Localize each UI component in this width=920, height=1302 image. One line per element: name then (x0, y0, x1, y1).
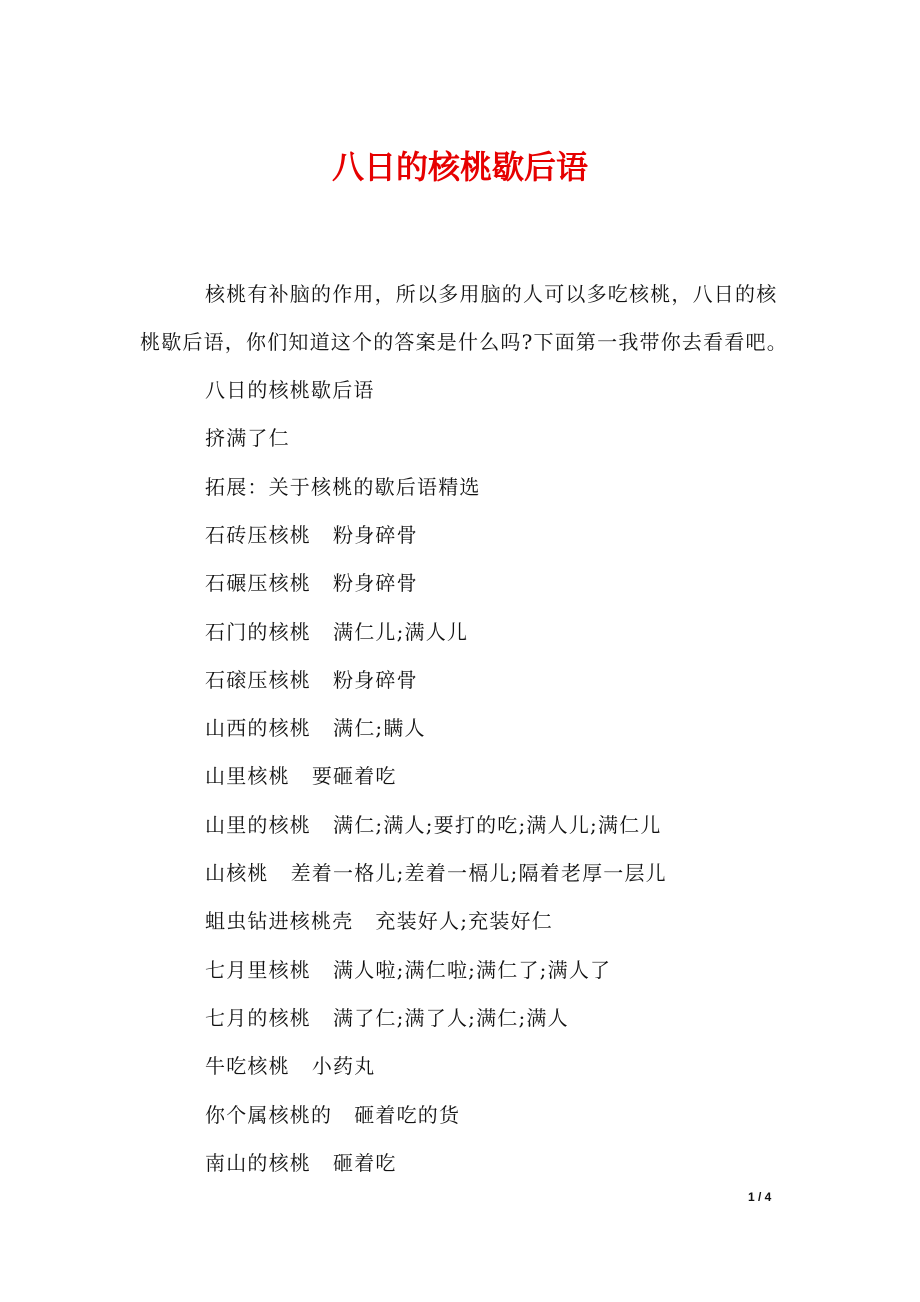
saying-line (205, 1051, 375, 1081)
saying-line (205, 713, 426, 743)
saying-answer: 小药丸 (311, 1054, 376, 1079)
saying-text: 石砖压核桃 (205, 522, 311, 547)
saying-answer: 砸着吃 (333, 1150, 397, 1175)
saying-answer: 满了仁;满了人;满仁;满人 (333, 1005, 569, 1030)
saying-text: 牛吃核桃 (205, 1054, 290, 1079)
saying-answer: 差着一格儿;差着一槅儿;隔着老厚一层儿 (290, 861, 667, 885)
saying-line (205, 568, 418, 598)
saying-text: 挤满了仁 (205, 426, 290, 451)
intro-line-2: 桃歇后语，你们知道这个的答案是什么吗?下面第一我带你去看看吧。 (140, 330, 788, 354)
saying-line (205, 906, 553, 936)
saying-line (205, 810, 662, 840)
saying-line (205, 423, 290, 453)
saying-line (205, 472, 481, 502)
saying-text: 石磙压核桃 (205, 667, 311, 692)
saying-text: 七月的核桃 (205, 1005, 311, 1030)
saying-answer: 粉身碎骨 (333, 667, 418, 692)
saying-answer: 粉身碎骨 (333, 571, 418, 596)
saying-line (205, 1148, 397, 1178)
saying-text: 山核桃 (205, 861, 269, 885)
saying-text: 石碾压核桃 (205, 571, 311, 596)
saying-answer: 砸着吃的货 (354, 1102, 461, 1127)
saying-text: 蛆虫钻进核桃壳 (205, 909, 354, 934)
saying-text: 山里核桃 (205, 764, 290, 789)
saying-line (205, 617, 468, 647)
saying-answer: 满仁;瞒人 (333, 716, 426, 741)
saying-text: 八日的核桃歇后语 (205, 378, 375, 402)
saying-answer: 充装好人;充装好仁 (375, 909, 553, 934)
saying-line (205, 665, 418, 695)
page-number: 1 / 4 (748, 1190, 772, 1204)
saying-answer: 粉身碎骨 (333, 522, 418, 547)
saying-line (205, 520, 418, 550)
saying-line (205, 858, 667, 888)
saying-text: 你个属核桃的 (205, 1102, 333, 1127)
saying-answer: 满仁;满人;要打的吃;满人儿;满仁儿 (333, 812, 662, 837)
saying-line (205, 1100, 460, 1130)
saying-line (205, 375, 375, 405)
saying-text: 拓展：关于核桃的歇后语精选 (205, 474, 481, 499)
saying-answer: 满人啦;满仁啦;满仁了;满人了 (333, 957, 612, 982)
saying-text: 山里的核桃 (205, 812, 311, 837)
saying-line (205, 1003, 569, 1033)
document-title: 八日的核桃歇后语 (331, 148, 588, 186)
saying-answer: 满仁儿;满人儿 (333, 619, 469, 644)
saying-text: 石门的核桃 (205, 619, 311, 644)
saying-text: 南山的核桃 (205, 1150, 311, 1175)
saying-line (205, 761, 397, 791)
saying-text: 山西的核桃 (205, 716, 311, 741)
saying-answer: 要砸着吃 (311, 764, 397, 789)
saying-text: 七月里核桃 (205, 957, 311, 982)
intro-line-1: 核桃有补脑的作用，所以多用脑的人可以多吃核桃，八日的核 (205, 282, 778, 306)
saying-line (205, 955, 611, 985)
